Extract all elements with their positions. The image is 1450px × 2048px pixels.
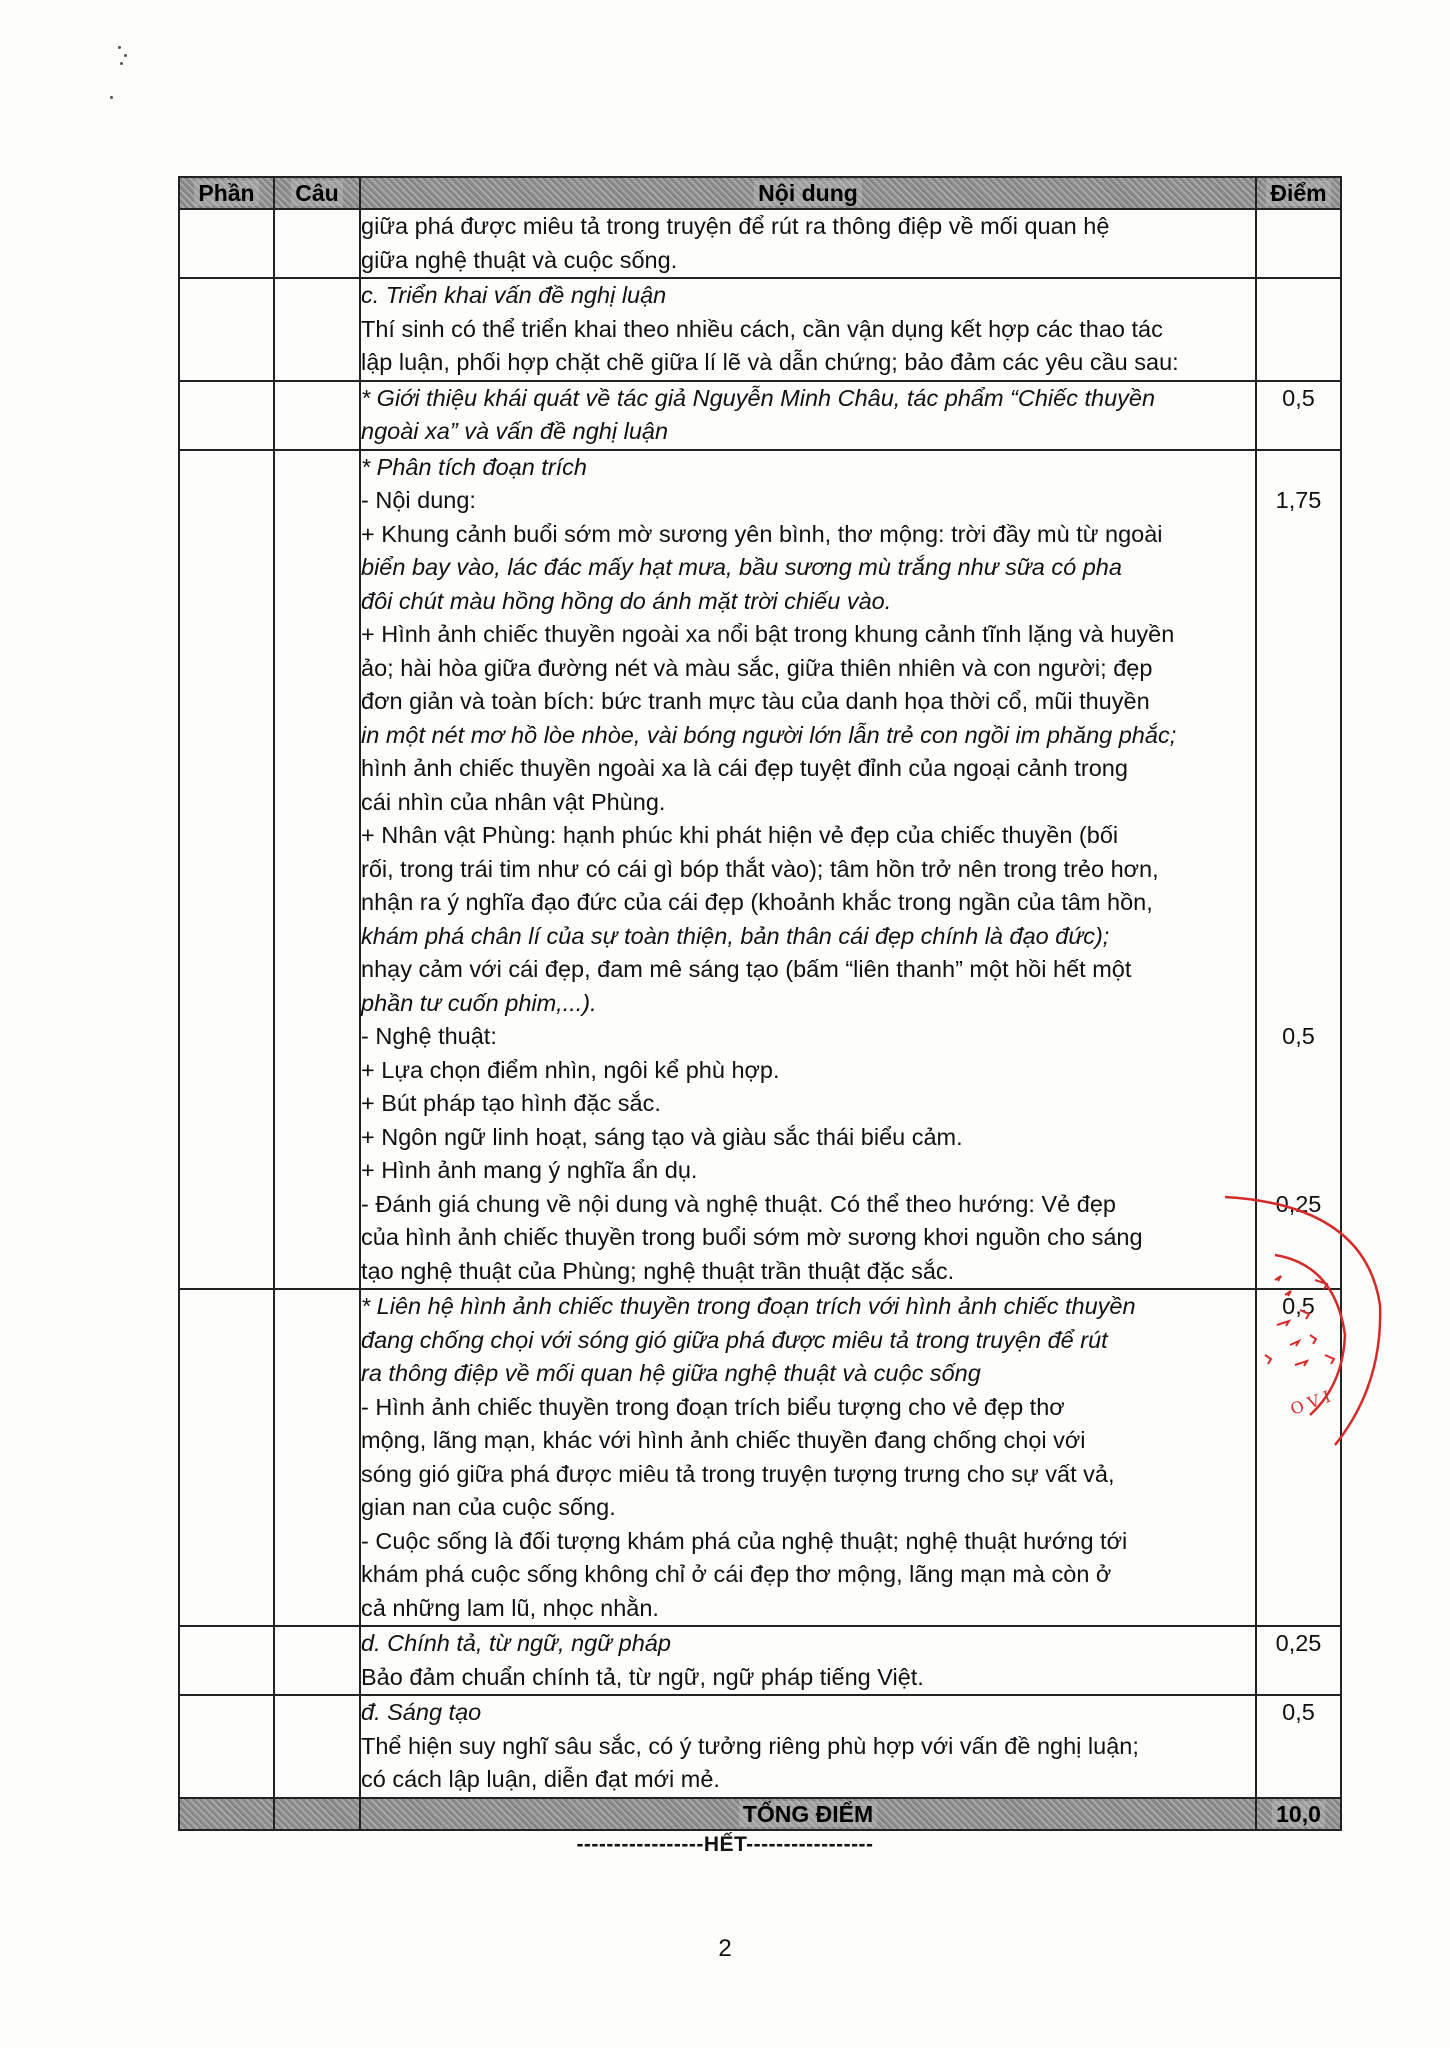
stamp-mark [1295,1361,1307,1366]
table-row [179,1626,1341,1695]
content-line: + Bút pháp tạo hình đặc sắc. [361,1090,661,1116]
stamp-mark [1310,1335,1316,1344]
content-cell [360,209,1256,278]
phan-cell [179,1626,274,1695]
cau-cell [274,450,360,1290]
score-cell [1256,1695,1341,1798]
content-cell [360,381,1256,450]
score-value: 0,5 [1282,1023,1315,1049]
score-cell [1256,209,1341,278]
header-cau: Câu [274,177,360,209]
content-cell [360,1289,1256,1626]
content-line: đôi chút màu hồng hồng do ánh mặt trời chiếu vào. [361,587,892,614]
stamp-mark [1275,1276,1281,1281]
content-line: khám phá cuộc sống không chỉ ở cái đẹp thơ mộng, lãng mạn mà còn ở [361,1561,1112,1587]
content-line: Thể hiện suy nghĩ sâu sắc, có ý tưởng riêng phù hợp với vấn đề nghị luận; [361,1732,1139,1759]
content-cell [360,278,1256,381]
score-value: 0,5 [1282,384,1315,411]
content-line: rối, trong trái tim như có cái gì bóp thắt vào); tâm hồn trở nên trong trẻo hơn, [361,855,1159,882]
table-row [179,381,1341,450]
score-cell [1256,450,1341,1290]
content-line: có cách lập luận, diễn đạt mới mẻ. [361,1766,720,1792]
content-line: + Nhân vật Phùng: hạnh phúc khi phát hiện vẻ đẹp của chiếc thuyền (bối [361,822,1119,848]
content-line: - Đánh giá chung về nội dung và nghệ thuật. Có thể theo hướng: Vẻ đẹp [361,1190,1116,1217]
table-row [179,209,1341,278]
content-line: + Ngôn ngữ linh hoạt, sáng tạo và giàu sắc thái biểu cảm. [361,1123,963,1150]
content-line: - Hình ảnh chiếc thuyền trong đoạn trích biểu tượng cho vẻ đẹp thơ [361,1393,1065,1420]
content-line: đang chống chọi với sóng gió giữa phá được miêu tả trong truyện để rút [361,1326,1108,1353]
content-line: đơn giản và toàn bích: bức tranh mực tàu của danh họa thời cổ, mũi thuyền [361,688,1150,714]
content-line: biển bay vào, lác đác mấy hạt mưa, bầu sương mù trắng như sữa có pha [361,554,1122,580]
cau-cell [274,209,360,278]
cau-cell [274,1626,360,1695]
content-line: ảo; hài hòa giữa đường nét và màu sắc, giữa thiên nhiên và con người; đẹp [361,654,1153,681]
table-row [179,450,1341,1290]
score-cell [1256,278,1341,381]
content-line: + Lựa chọn điểm nhìn, ngôi kể phù hợp. [361,1056,780,1083]
table-row [179,1289,1341,1626]
content-cell [360,450,1256,1290]
table-row [179,1695,1341,1798]
table-row [179,278,1341,381]
phan-cell [179,278,274,381]
stamp-mark [1277,1321,1289,1326]
content-line: ra thông điệp về mối quan hệ giữa nghệ thuật và cuộc sống [361,1360,981,1386]
total-blank-phan [179,1798,274,1830]
stamp-mark [1300,1310,1309,1319]
content-line: d. Chính tả, từ ngữ, ngữ pháp [361,1630,671,1656]
content-line: * Liên hệ hình ảnh chiếc thuyền trong đoạn trích với hình ảnh chiếc thuyền [361,1293,1136,1319]
phan-cell [179,1289,274,1626]
content-line: in một nét mơ hồ lòe nhòe, vài bóng người lớn lẫn trẻ con ngồi im phăng phắc; [361,721,1177,748]
cau-cell [274,381,360,450]
score-cell [1256,1626,1341,1695]
header-noi-dung: Nội dung [360,177,1256,209]
cau-cell [274,278,360,381]
score-value: 0,25 [1275,1630,1322,1656]
content-line: Thí sinh có thể triển khai theo nhiều cách, cần vận dụng kết hợp các thao tác [361,315,1163,342]
rubric-table [178,176,1342,1831]
content-line: sóng gió giữa phá được miêu tả trong truyện tượng trưng cho sự vất vả, [361,1460,1115,1487]
content-cell [360,1626,1256,1695]
stamp-mark [1285,1291,1291,1296]
content-cell [360,1695,1256,1798]
page-number: 2 [718,1935,732,1962]
score-value: 0,5 [1282,1293,1315,1319]
score-value: 1,75 [1275,487,1322,513]
svg-text:O V I: O V I [1287,1386,1334,1419]
content-line: + Khung cảnh buổi sớm mờ sương yên bình, thơ mộng: trời đầy mù từ ngoài [361,520,1163,547]
stamp-mark [1265,1355,1271,1364]
content-line: - Cuộc sống là đối tượng khám phá của nghệ thuật; nghệ thuật hướng tới [361,1527,1128,1554]
score-value: 0,5 [1282,1699,1315,1725]
content-line: lập luận, phối hợp chặt chẽ giữa lí lẽ và dẫn chứng; bảo đảm các yêu cầu sau: [361,349,1179,375]
end-marker: -----------------HẾT----------------- [576,1833,874,1856]
phan-cell [179,381,274,450]
content-line: c. Triển khai vấn đề nghị luận [361,282,667,308]
total-row [179,1798,1341,1830]
content-line: - Nghệ thuật: [361,1023,497,1049]
header-phan: Phần [179,177,274,209]
content-line: nhạy cảm với cái đẹp, đam mê sáng tạo (bấm “liên thanh” một hồi hết một [361,956,1132,982]
table-header-row [179,177,1341,209]
content-line: * Phân tích đoạn trích [361,453,588,480]
content-line: + Hình ảnh mang ý nghĩa ẩn dụ. [361,1157,698,1183]
content-line: phần tư cuốn phim,...). [361,989,597,1016]
score-value: 0,25 [1275,1190,1322,1217]
content-line: + Hình ảnh chiếc thuyền ngoài xa nổi bật trong khung cảnh tĩnh lặng và huyền [361,621,1175,647]
content-line: - Nội dung: [361,487,476,513]
stamp-mark [1290,1341,1299,1346]
content-line: gian nan của cuộc sống. [361,1494,616,1520]
content-line: nhận ra ý nghĩa đạo đức của cái đẹp (khoảnh khắc trong ngần của tâm hồn, [361,889,1153,915]
cau-cell [274,1695,360,1798]
score-cell [1256,381,1341,450]
total-blank-cau [274,1798,360,1830]
content-line: đ. Sáng tạo [361,1699,482,1725]
red-seal-stamp [1215,1185,1405,1465]
content-line: giữa nghệ thuật và cuộc sống. [361,246,678,273]
stamp-mark [1325,1355,1334,1364]
content-line: ngoài xa” và vấn đề nghị luận [361,418,669,444]
cau-cell [274,1289,360,1626]
content-line: tạo nghệ thuật của Phùng; nghệ thuật trần thuật đặc sắc. [361,1257,955,1284]
rubric-body [179,209,1341,1798]
content-line: cái nhìn của nhân vật Phùng. [361,788,666,815]
scan-specks [110,40,150,110]
content-line: hình ảnh chiếc thuyền ngoài xa là cái đẹp tuyệt đỉnh của ngoại cảnh trong [361,755,1128,781]
phan-cell [179,209,274,278]
content-line: giữa phá được miêu tả trong truyện để rút ra thông điệp về mối quan hệ [361,213,1110,239]
header-diem: Điểm [1256,177,1341,209]
content-line: Bảo đảm chuẩn chính tả, từ ngữ, ngữ pháp tiếng Việt. [361,1663,924,1690]
content-line: của hình ảnh chiếc thuyền trong buổi sớm mờ sương khơi nguồn cho sáng [361,1224,1143,1250]
content-line: khám phá chân lí của sự toàn thiện, bản thân cái đẹp chính là đạo đức); [361,922,1110,949]
total-label: TỔNG ĐIỂM [360,1798,1256,1830]
content-line: cả những lam lũ, nhọc nhằn. [361,1594,659,1621]
content-line: mộng, lãng mạn, khác với hình ảnh chiếc thuyền đang chống chọi với [361,1427,1086,1453]
content-line: * Giới thiệu khái quát về tác giả Nguyễn Minh Châu, tác phẩm “Chiếc thuyền [361,384,1156,411]
total-value: 10,0 [1256,1798,1341,1830]
phan-cell [179,450,274,1290]
phan-cell [179,1695,274,1798]
